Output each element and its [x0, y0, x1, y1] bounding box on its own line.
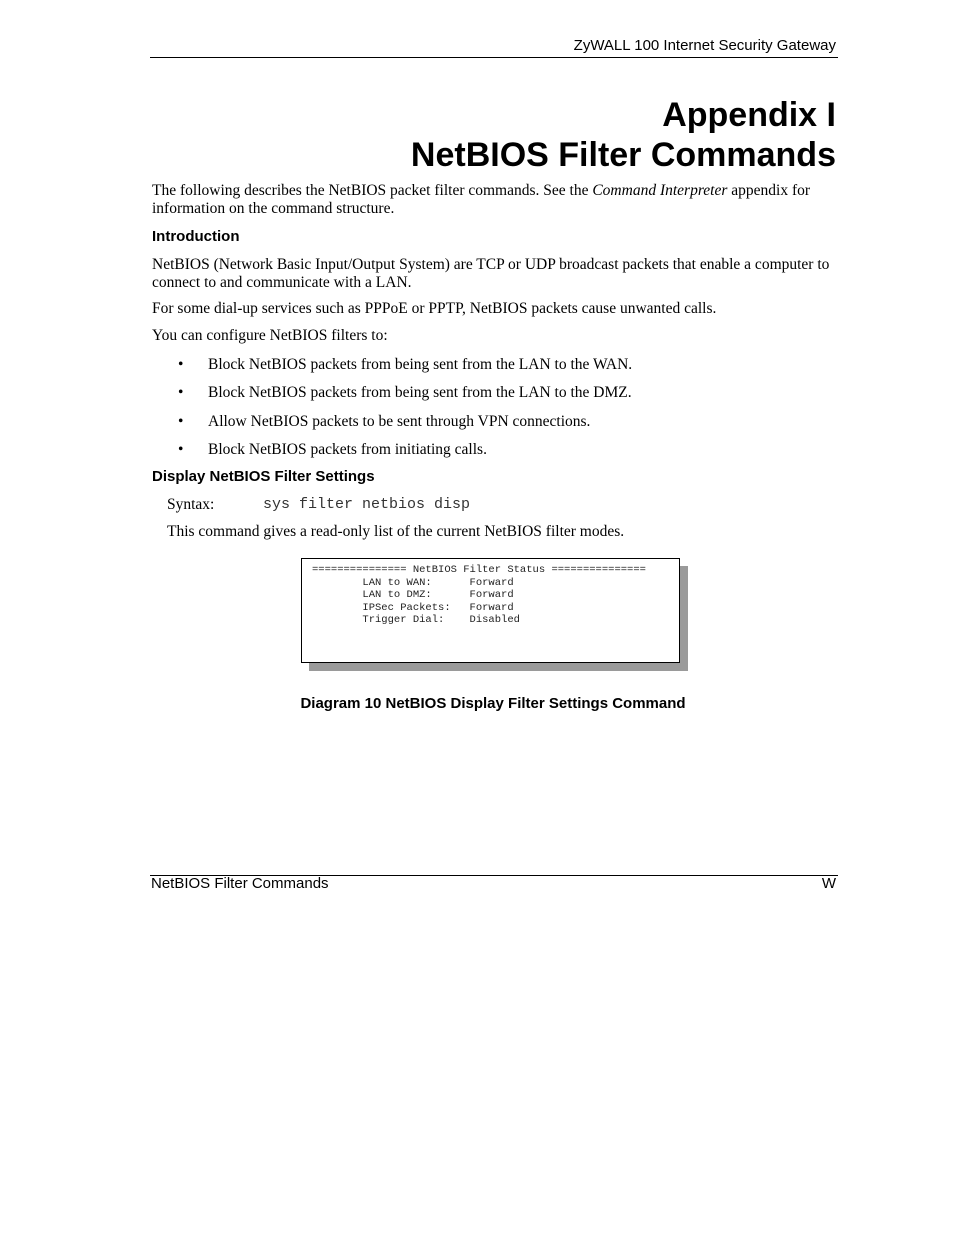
terminal-output-box	[301, 558, 680, 663]
bullet-text: Block NetBIOS packets from initiating calls.	[208, 441, 487, 458]
intro-italic-reference: Command Interpreter	[592, 182, 728, 199]
introduction-paragraph-2: For some dial-up services such as PPPoE or PPTP, NetBIOS packets cause unwanted calls.	[152, 300, 717, 317]
bullet-dot: •	[178, 413, 184, 430]
display-settings-heading: Display NetBIOS Filter Settings	[152, 468, 375, 485]
terminal-line: LAN to WAN: Forward	[312, 576, 514, 589]
terminal-line: Trigger Dial: Disabled	[312, 614, 520, 627]
page-title: NetBIOS Filter Commands	[410, 136, 836, 174]
footer-section-title: NetBIOS Filter Commands	[151, 875, 329, 892]
introduction-paragraph-1: NetBIOS (Network Basic Input/Output System) are TCP or UDP broadcast packets that enable a computer to connect to and communicate with a LAN.	[152, 256, 830, 291]
intro-text-end: appendix for information on the command structure.	[152, 182, 811, 217]
bullet-text: Block NetBIOS packets from being sent from the LAN to the WAN.	[208, 356, 633, 373]
bullet-dot: •	[178, 356, 184, 373]
bullet-dot: •	[178, 384, 184, 401]
terminal-line: IPSec Packets: Forward	[312, 601, 514, 614]
appendix-label: Appendix I	[662, 96, 836, 134]
intro-paragraph	[152, 182, 842, 218]
terminal-line: =============== NetBIOS Filter Status ===============	[312, 564, 646, 576]
syntax-label: Syntax:	[167, 496, 215, 513]
bullet-item	[178, 384, 632, 402]
header-rule	[150, 57, 838, 58]
bullet-item	[178, 356, 632, 374]
diagram-caption: Diagram 10 NetBIOS Display Filter Settings Command	[300, 695, 686, 712]
terminal-output	[312, 564, 646, 627]
introduction-heading: Introduction	[152, 228, 240, 245]
running-header: ZyWALL 100 Internet Security Gateway	[573, 37, 836, 54]
syntax-command: sys filter netbios disp	[263, 496, 471, 513]
bullet-item	[178, 413, 590, 431]
footer-page-number: W	[821, 875, 836, 892]
bullet-item	[178, 441, 487, 459]
bullet-text: Block NetBIOS packets from being sent from the LAN to the DMZ.	[208, 384, 632, 401]
intro-text-start: The following describes the NetBIOS packet filter commands. See the	[152, 182, 593, 199]
terminal-line: LAN to DMZ: Forward	[312, 589, 514, 602]
bullet-text: Allow NetBIOS packets to be sent through VPN connections.	[208, 413, 591, 430]
command-description: This command gives a read-only list of the current NetBIOS filter modes.	[167, 523, 625, 540]
bullet-dot: •	[178, 441, 184, 458]
introduction-paragraph-3: You can configure NetBIOS filters to:	[152, 327, 388, 344]
